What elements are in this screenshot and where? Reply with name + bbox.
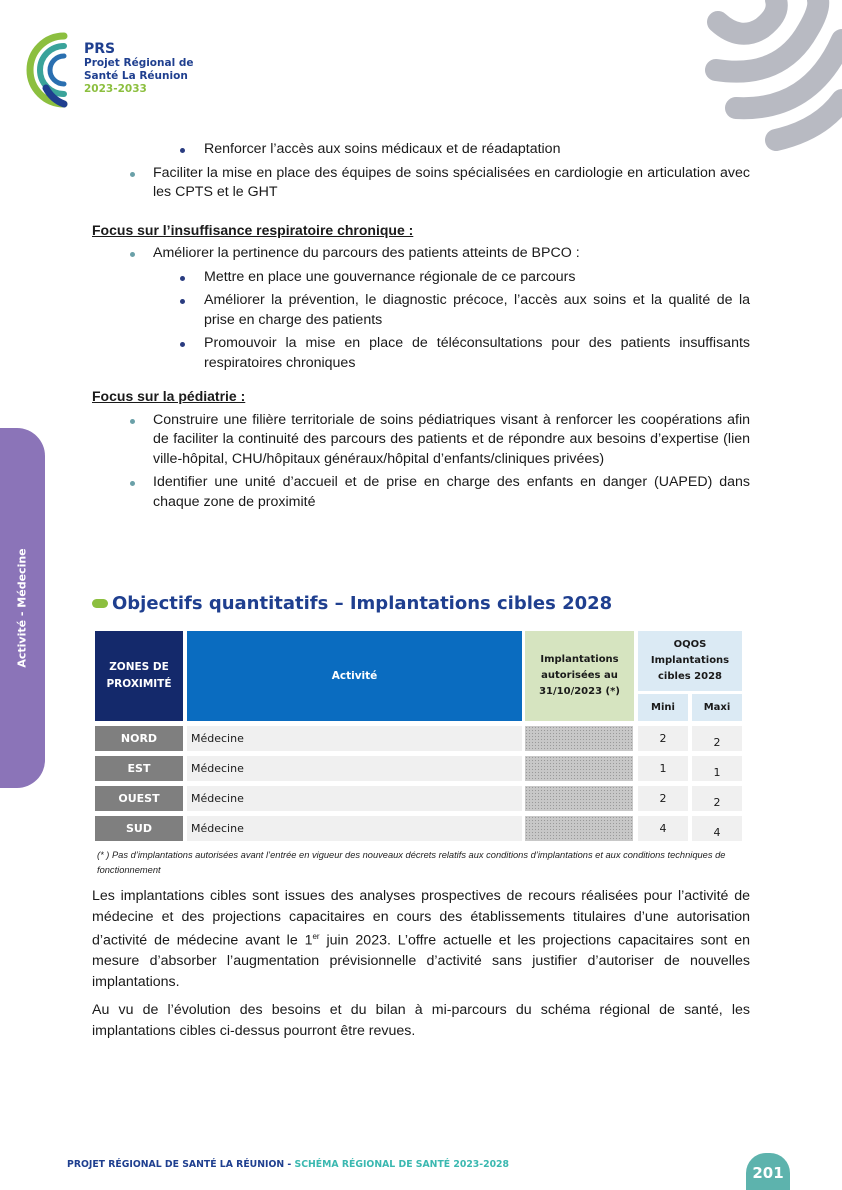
cell-implantations-hatched [525, 816, 633, 841]
paragraph-1-part1: Les implantations cibles sont issues des analyses prospectives de recours réalisées pour l’activité de médecine et des projections capacitaires en cours des établissements titulaires d’une autorisation d’activité de médecine avant le 1 [92, 888, 750, 949]
header-maxi: Maxi [692, 694, 742, 721]
cell-zone: NORD [95, 726, 183, 751]
cell-implantations-hatched [525, 756, 633, 781]
list-item: Identifier une unité d’accueil et de prise en charge des enfants en danger (UAPED) dans chaque zone de proximité [92, 473, 750, 512]
focus-heading-pediatrie: Focus sur la pédiatrie : [92, 388, 246, 404]
prs-logo [24, 30, 224, 110]
cell-zone: EST [95, 756, 183, 781]
header-implantations: Implantations autorisées au 31/10/2023 (*) [525, 631, 634, 721]
cell-maxi: 2 [692, 786, 742, 811]
page-number: 201 [746, 1153, 790, 1190]
paragraph-1 [92, 886, 750, 992]
list-item: Améliorer la pertinence du parcours des patients atteints de BPCO : [92, 244, 750, 264]
table-row [95, 816, 743, 841]
side-section-tab [0, 428, 45, 788]
cell-maxi: 4 [692, 816, 742, 841]
table-row [95, 726, 743, 751]
list-item: Faciliter la mise en place des équipes de soins spécialisées en cardiologie en articulation avec les CPTS et le GHT [92, 164, 750, 203]
header-activite: Activité [187, 631, 522, 721]
logo-acronym: PRS [84, 41, 116, 57]
cell-maxi: 1 [692, 756, 742, 781]
table-row [95, 756, 743, 781]
footer-separator: - [284, 1159, 295, 1170]
cell-activite: Médecine [187, 726, 522, 751]
respiratoire-list [92, 244, 750, 373]
cell-implantations-hatched [525, 786, 633, 811]
cell-mini: 2 [638, 726, 688, 751]
focus-heading-respiratoire: Focus sur l’insuffisance respiratoire chronique : [92, 221, 414, 238]
logo-years: 2023-2033 [84, 83, 147, 95]
cell-maxi: 2 [692, 726, 742, 751]
list-item: Renforcer l’accès aux soins médicaux et de réadaptation [92, 140, 750, 160]
pediatrie-list [92, 411, 750, 513]
section-title-text: Objectifs quantitatifs – Implantations cibles 2028 [112, 593, 613, 614]
main-content [92, 140, 750, 516]
paragraph-2: Au vu de l’évolution des besoins et du bilan à mi-parcours du schéma régional de santé, les implantations cibles ci-dessus pourront être revues. [92, 1002, 750, 1039]
decorative-arcs-icon [680, 0, 842, 160]
header-mini: Mini [638, 694, 688, 721]
cell-activite: Médecine [187, 786, 522, 811]
table-row [95, 786, 743, 811]
prs-arcs-icon [24, 30, 84, 110]
footer-right-text: SCHÉMA RÉGIONAL DE SANTÉ 2023-2028 [294, 1159, 509, 1170]
cell-zone: OUEST [95, 786, 183, 811]
list-item: Améliorer la prévention, le diagnostic précoce, l’accès aux soins et la qualité de la prise en charge des patients [92, 291, 750, 330]
header-zones: ZONES DE PROXIMITÉ [95, 631, 183, 721]
footer-left-text: PROJET RÉGIONAL DE SANTÉ LA RÉUNION [67, 1159, 285, 1170]
cell-mini: 2 [638, 786, 688, 811]
side-tab-label: Activité - Médecine [15, 548, 29, 668]
table-footnote: (* ) Pas d’implantations autorisées avant l’entrée en vigueur des nouveaux décrets relatifs aux conditions d’implantations et aux conditions techniques de fonctionnement [97, 850, 726, 875]
section-title [92, 593, 612, 614]
list-item: Mettre en place une gouvernance régionale de ce parcours [92, 268, 750, 288]
page-footer [67, 1159, 509, 1170]
logo-line1: Projet Régional de [84, 57, 194, 69]
list-item: Promouvoir la mise en place de téléconsultations pour des patients insuffisants respiratoires chroniques [92, 334, 750, 373]
cell-mini: 1 [638, 756, 688, 781]
cell-implantations-hatched [525, 726, 633, 751]
intro-list [92, 140, 750, 203]
paragraph-1-part2: juin 2023. L’offre actuelle et les projections capacitaires sont en mesure d’absorber l’augmentation prévisionnelle d’activité sans justifier d’autoriser de nouvelles implantations. [92, 932, 750, 990]
logo-line2: Santé La Réunion [84, 70, 188, 82]
green-pill-icon [92, 599, 108, 608]
paragraph-1-sup: er [312, 932, 320, 941]
list-item: Construire une filière territoriale de soins pédiatriques visant à renforcer les coopérations afin de faciliter la continuité des parcours des patients et de répondre aux besoins d’expertise (lien ville-hôpital, CHU/hôpitaux généraux/hôpital d’enfants/cliniques privées) [92, 411, 750, 470]
cell-zone: SUD [95, 816, 183, 841]
paragraphs [92, 886, 750, 1049]
cell-mini: 4 [638, 816, 688, 841]
cell-activite: Médecine [187, 756, 522, 781]
header-oqos: OQOS Implantations cibles 2028 [638, 631, 742, 691]
cell-activite: Médecine [187, 816, 522, 841]
implantations-table [95, 631, 743, 844]
